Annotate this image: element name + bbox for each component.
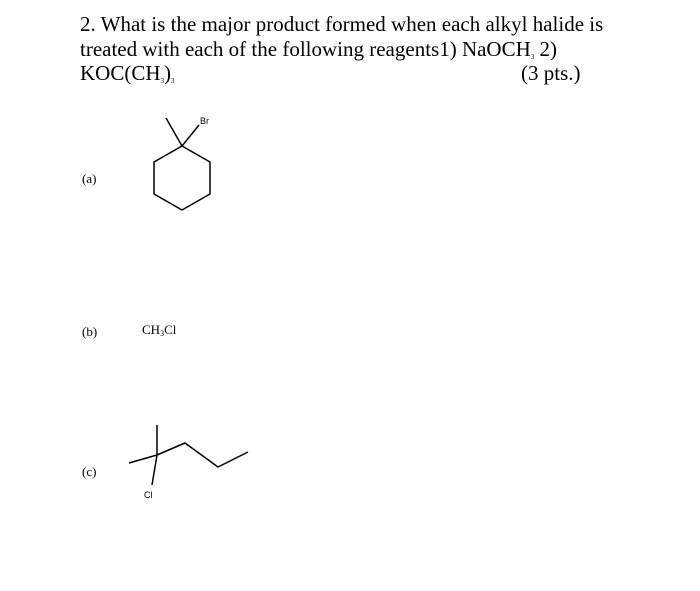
points-label: (3 pts.)	[521, 61, 581, 85]
part-a-label: (a)	[82, 171, 97, 186]
reagent-2-paren: )	[164, 61, 172, 85]
reagent-2-subscript-1: 3	[160, 77, 165, 85]
c-cl-bond	[152, 455, 157, 485]
part-a-structure	[154, 118, 210, 210]
reagent-2-subscript-2: 3	[171, 77, 175, 85]
methyl-left-bond	[129, 455, 157, 463]
reagent-2-number: 2)	[534, 37, 558, 61]
part-b-label: (b)	[82, 324, 98, 339]
part-c-structure	[129, 425, 248, 485]
bromine-atom: Br	[200, 116, 209, 126]
reagent-1-subscript: 3	[530, 53, 535, 61]
cyclohexane-ring	[154, 146, 210, 210]
chlorine-atom: Cl	[144, 490, 153, 500]
formula-cl: Cl	[164, 322, 177, 337]
reagent-2-text: KOC(CH	[80, 61, 161, 85]
ethyl-chain	[157, 443, 248, 467]
part-c-label: (c)	[82, 464, 97, 479]
c-br-bond	[182, 125, 199, 146]
formula-subscript: 3	[160, 329, 165, 338]
question-line-1: 2. What is the major product formed when each alkyl halide is	[80, 12, 604, 36]
reagent-1-text: treated with each of the following reagents1) NaOCH	[80, 37, 531, 61]
methyl-bond	[166, 118, 182, 146]
formula-ch: CH	[142, 322, 161, 337]
